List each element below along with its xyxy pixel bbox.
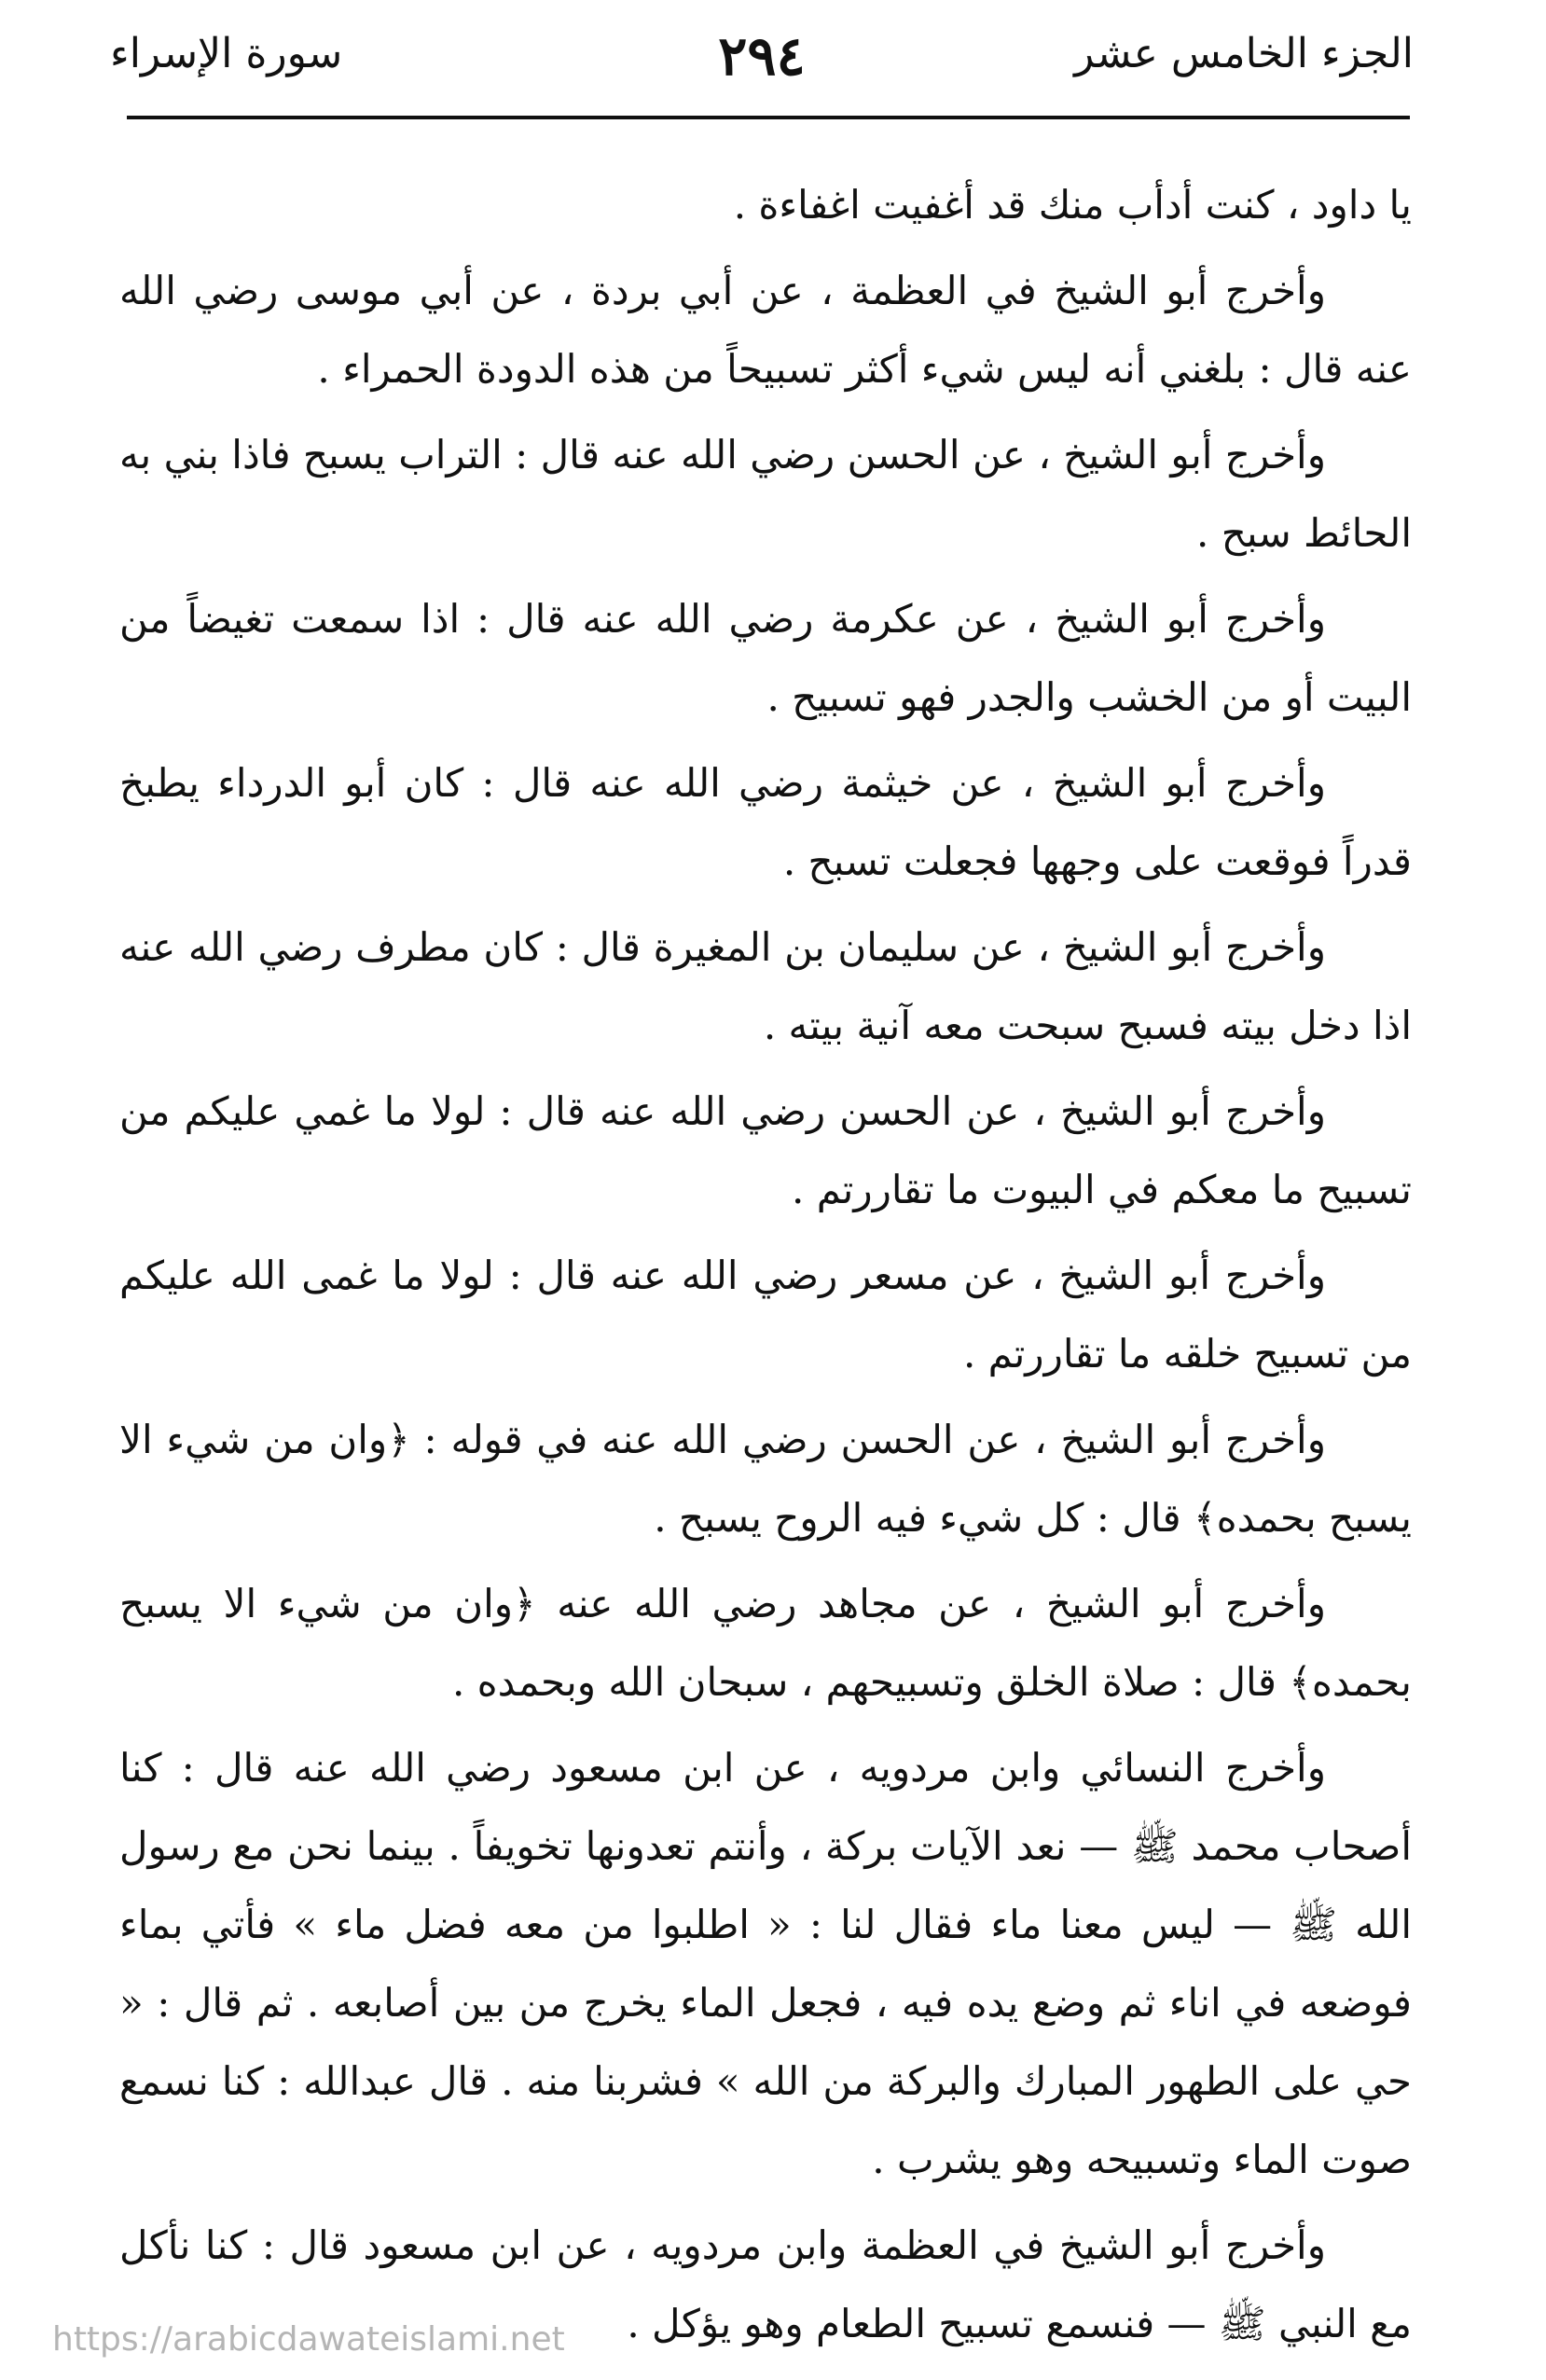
paragraph: وأخرج أبو الشيخ ، عن الحسن رضي الله عنه قال : لولا ما غمي عليكم من تسبيح ما معكم في البيوت ما تقاررتم . (119, 1088, 1412, 1212)
part-title: الجزء الخامس عشر (1074, 30, 1414, 77)
page-number: ٢٩٤ (718, 24, 806, 88)
paragraph: وأخرج أبو الشيخ ، عن مجاهد رضي الله عنه ﴿وان من شيء الا يسبح بحمده﴾ قال : صلاة الخلق وتسبيحهم ، سبحان الله وبحمده . (119, 1581, 1412, 1705)
paragraph: وأخرج أبو الشيخ ، عن عكرمة رضي الله عنه قال : اذا سمعت تغيضاً من البيت أو من الخشب والجدر فهو تسبيح . (119, 596, 1412, 720)
source-watermark: https://arabicdawateislami.net (52, 2320, 565, 2359)
paragraph: وأخرج أبو الشيخ ، عن خيثمة رضي الله عنه قال : كان أبو الدرداء يطبخ قدراً فوقعت على وجهها فجعلت تسبح . (119, 760, 1412, 884)
paragraph: وأخرج أبو الشيخ ، عن سليمان بن المغيرة قال : كان مطرف رضي الله عنه اذا دخل بيته فسبح سبحت معه آنية بيته . (119, 924, 1412, 1048)
paragraph: وأخرج أبو الشيخ في العظمة ، عن أبي بردة ، عن أبي موسى رضي الله عنه قال : بلغني أنه ليس شيء أكثر تسبيحاً من هذه الدودة الحمراء . (119, 268, 1412, 392)
header-rule (127, 116, 1410, 119)
paragraph: وأخرج النسائي وابن مردويه ، عن ابن مسعود رضي الله عنه قال : كنا أصحاب محمد ﷺ — نعد الآيات بركة ، وأنتم تعدونها تخويفاً . بينما نحن مع رسول الله ﷺ — ليس معنا ماء فقال لنا : « اطلبوا من معه فضل ماء » فأتي بماء فوضعه في اناء ثم وضع يده فيه ، فجعل الماء يخرج من بين أصابعه . ثم قال : « حي على الطهور المبارك والبركة من الله » فشربنا منه . قال عبدالله : كنا نسمع صوت الماء وتسبيحه وهو يشرب . (119, 1745, 1412, 2182)
paragraph: وأخرج أبو الشيخ ، عن الحسن رضي الله عنه قال : التراب يسبح فاذا بني به الحائط سبح . (119, 432, 1412, 556)
surah-title: سورة الإسراء (110, 30, 343, 77)
paragraph: يا داود ، كنت أدأب منك قد أغفيت اغفاءة . (733, 182, 1412, 228)
page-header (110, 24, 1414, 99)
paragraph: وأخرج أبو الشيخ ، عن مسعر رضي الله عنه قال : لولا ما غمى الله عليكم من تسبيح خلقه ما تقاررتم . (119, 1252, 1412, 1377)
paragraph: وأخرج أبو الشيخ في العظمة وابن مردويه ، عن ابن مسعود قال : كنا نأكل مع النبي ﷺ — فنسمع تسبيح الطعام وهو يؤكل . (119, 2222, 1412, 2346)
body-text (119, 166, 1412, 2371)
paragraph: وأخرج أبو الشيخ ، عن الحسن رضي الله عنه في قوله : ﴿وان من شيء الا يسبح بحمده﴾ قال : كل شيء فيه الروح يسبح . (119, 1417, 1412, 1541)
